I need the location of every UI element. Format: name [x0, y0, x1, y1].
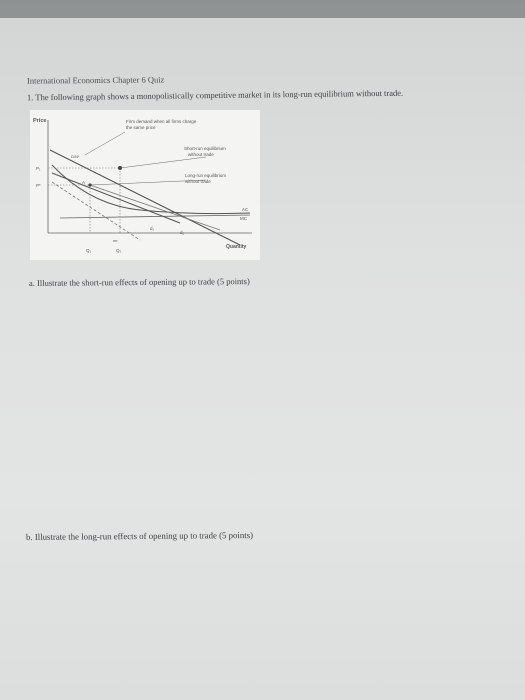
pstar-label: P* [36, 183, 41, 188]
x-axis-label: Quantity [226, 244, 247, 250]
ac-label: AC [242, 207, 249, 212]
long-run-annotation-line2: without trade [185, 179, 211, 184]
part-b-text: b. Illustrate the long-run effects of opening up to trade (5 points) [25, 530, 254, 542]
short-run-equilibrium-point [118, 166, 122, 170]
quiz-title: International Economics Chapter 6 Quiz [26, 74, 165, 86]
question-1-text: 1. The following graph shows a monopolistically competitive market in its long-run equilibrium without trade. [26, 87, 404, 103]
mc-label: MC [240, 216, 247, 221]
long-run-annotation-line1: Long-run equilibrium [185, 173, 227, 178]
monopolistic-competition-graph [30, 110, 260, 260]
d2-label: d₂ [180, 230, 185, 235]
short-run-annotation-line2: without trade [188, 152, 214, 157]
q1-label: Q₁ [86, 248, 92, 253]
q2-label: Q₂ [116, 248, 122, 253]
dn-label: D/N* [71, 154, 80, 159]
y-axis-label: Price [33, 118, 47, 124]
mr-label: mr [113, 238, 118, 243]
part-a-text: a. Illustrate the short-run effects of opening up to trade (5 points) [28, 276, 250, 288]
point-a-label: A [82, 180, 86, 185]
firm-demand-annotation-line2: the same price [126, 125, 156, 130]
firm-demand-annotation-line1: Firm demand when all firms charge [126, 119, 197, 124]
short-run-annotation-line1: Short-run equilibrium [184, 146, 226, 151]
point-a [88, 183, 91, 186]
d1-label: d₁ [150, 226, 155, 231]
p1-label: P₁ [36, 166, 41, 171]
